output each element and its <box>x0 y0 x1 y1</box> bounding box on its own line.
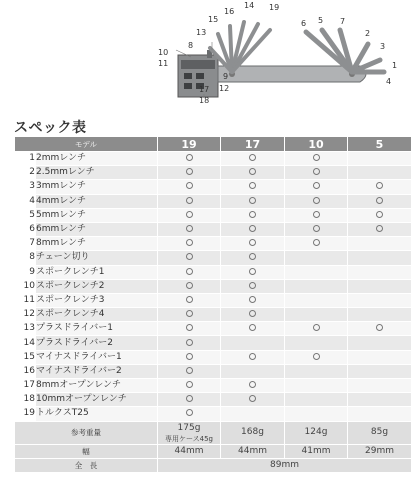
availability-cell <box>158 237 221 251</box>
circle-mark-icon <box>186 225 193 232</box>
availability-cell <box>348 393 412 407</box>
tool-name: 4mmレンチ <box>36 194 158 208</box>
circle-mark-icon <box>313 154 320 161</box>
circle-mark-icon <box>186 253 193 260</box>
circle-mark-icon <box>249 381 256 388</box>
tool-name: プラスドライバー2 <box>36 336 158 350</box>
availability-cell <box>221 180 285 194</box>
tool-name: プラスドライバー1 <box>36 322 158 336</box>
availability-cell <box>348 237 412 251</box>
table-row <box>15 336 412 350</box>
model-header: 5 <box>348 137 412 152</box>
row-number: 1 <box>15 152 36 166</box>
availability-cell <box>348 194 412 208</box>
circle-mark-icon <box>186 211 193 218</box>
circle-mark-icon <box>313 353 320 360</box>
tool-name: スポークレンチ1 <box>36 265 158 279</box>
tool-name: スポークレンチ3 <box>36 293 158 307</box>
availability-cell <box>158 279 221 293</box>
availability-cell <box>221 379 285 393</box>
table-row <box>15 407 412 421</box>
model-header: 17 <box>221 137 285 152</box>
availability-cell <box>285 265 348 279</box>
table-row <box>15 237 412 251</box>
availability-cell <box>221 152 285 166</box>
callout-label: 19 <box>269 3 280 12</box>
circle-mark-icon <box>186 197 193 204</box>
circle-mark-icon <box>186 353 193 360</box>
circle-mark-icon <box>186 239 193 246</box>
availability-cell <box>348 166 412 180</box>
table-row <box>15 350 412 364</box>
row-number: 15 <box>15 350 36 364</box>
callout-label: 2 <box>365 29 371 38</box>
callout-label: 10 <box>158 48 169 57</box>
circle-mark-icon <box>249 310 256 317</box>
tool-name: 8mmレンチ <box>36 237 158 251</box>
circle-mark-icon <box>186 339 193 346</box>
weight-note: 専用ケース45g <box>164 434 213 443</box>
availability-cell <box>348 208 412 222</box>
weight-value <box>158 421 221 444</box>
availability-cell <box>348 222 412 236</box>
availability-cell <box>221 293 285 307</box>
availability-cell <box>285 364 348 378</box>
circle-mark-icon <box>376 182 383 189</box>
availability-cell <box>221 194 285 208</box>
availability-cell <box>285 293 348 307</box>
availability-cell <box>221 407 285 421</box>
callout-label: 7 <box>340 17 346 26</box>
circle-mark-icon <box>313 239 320 246</box>
table-row <box>15 251 412 265</box>
row-number: 9 <box>15 265 36 279</box>
availability-cell <box>285 237 348 251</box>
row-number: 11 <box>15 293 36 307</box>
circle-mark-icon <box>186 282 193 289</box>
width-value: 44mm <box>221 444 285 458</box>
tool-name: マイナスドライバー2 <box>36 364 158 378</box>
circle-mark-icon <box>249 253 256 260</box>
circle-mark-icon <box>376 211 383 218</box>
availability-cell <box>348 279 412 293</box>
table-row <box>15 279 412 293</box>
row-number: 18 <box>15 393 36 407</box>
callout-label: 16 <box>224 7 235 16</box>
callout-label: 6 <box>301 19 307 28</box>
availability-cell <box>158 293 221 307</box>
availability-cell <box>348 308 412 322</box>
callout-label: 4 <box>386 77 392 86</box>
circle-mark-icon <box>186 268 193 275</box>
tool-name: 5mmレンチ <box>36 208 158 222</box>
callout-label: 14 <box>244 1 255 10</box>
circle-mark-icon <box>186 310 193 317</box>
row-number: 2 <box>15 166 36 180</box>
availability-cell <box>285 152 348 166</box>
width-label: 幅 <box>15 444 158 458</box>
circle-mark-icon <box>249 197 256 204</box>
row-number: 19 <box>15 407 36 421</box>
width-value: 41mm <box>285 444 348 458</box>
model-header: 10 <box>285 137 348 152</box>
circle-mark-icon <box>186 409 193 416</box>
availability-cell <box>221 393 285 407</box>
availability-cell <box>221 237 285 251</box>
circle-mark-icon <box>249 282 256 289</box>
row-number: 5 <box>15 208 36 222</box>
tool-name: スポークレンチ2 <box>36 279 158 293</box>
circle-mark-icon <box>313 225 320 232</box>
spec-table-title: スペック表 <box>14 120 87 136</box>
tool-name: 2.5mmレンチ <box>36 166 158 180</box>
table-row <box>15 194 412 208</box>
tool-name: 2mmレンチ <box>36 152 158 166</box>
weight-value: 124g <box>285 421 348 444</box>
availability-cell <box>221 251 285 265</box>
availability-cell <box>285 379 348 393</box>
weight-value: 85g <box>348 421 412 444</box>
availability-cell <box>285 166 348 180</box>
circle-mark-icon <box>249 225 256 232</box>
callout-label: 18 <box>199 96 210 105</box>
availability-cell <box>221 364 285 378</box>
row-number: 12 <box>15 308 36 322</box>
circle-mark-icon <box>249 182 256 189</box>
circle-mark-icon <box>313 211 320 218</box>
row-number: 7 <box>15 237 36 251</box>
availability-cell <box>348 180 412 194</box>
model-header: 19 <box>158 137 221 152</box>
circle-mark-icon <box>186 154 193 161</box>
availability-cell <box>348 350 412 364</box>
width-value: 44mm <box>158 444 221 458</box>
tool-name: マイナスドライバー1 <box>36 350 158 364</box>
circle-mark-icon <box>186 395 193 402</box>
availability-cell <box>158 222 221 236</box>
callout-label: 17 <box>199 85 210 94</box>
availability-cell <box>348 152 412 166</box>
row-number: 8 <box>15 251 36 265</box>
availability-cell <box>158 407 221 421</box>
availability-cell <box>285 180 348 194</box>
availability-cell <box>348 364 412 378</box>
table-row <box>15 308 412 322</box>
circle-mark-icon <box>249 324 256 331</box>
availability-cell <box>221 350 285 364</box>
availability-cell <box>285 393 348 407</box>
availability-cell <box>221 308 285 322</box>
circle-mark-icon <box>186 324 193 331</box>
tool-name: トルクスT25 <box>36 407 158 421</box>
availability-cell <box>285 322 348 336</box>
width-value: 29mm <box>348 444 412 458</box>
circle-mark-icon <box>249 296 256 303</box>
length-value: 89mm <box>158 458 412 472</box>
table-row <box>15 152 412 166</box>
table-row <box>15 393 412 407</box>
callout-label: 5 <box>318 16 324 25</box>
availability-cell <box>158 180 221 194</box>
width-row <box>15 444 412 458</box>
availability-cell <box>285 407 348 421</box>
availability-cell <box>158 251 221 265</box>
table-row <box>15 222 412 236</box>
circle-mark-icon <box>186 296 193 303</box>
row-number: 3 <box>15 180 36 194</box>
availability-cell <box>158 364 221 378</box>
callout-label: 9 <box>223 72 229 81</box>
availability-cell <box>348 293 412 307</box>
availability-cell <box>285 350 348 364</box>
availability-cell <box>348 379 412 393</box>
length-row <box>15 458 412 472</box>
availability-cell <box>158 152 221 166</box>
availability-cell <box>158 208 221 222</box>
availability-cell <box>285 251 348 265</box>
availability-cell <box>158 194 221 208</box>
row-number: 16 <box>15 364 36 378</box>
availability-cell <box>158 379 221 393</box>
availability-cell <box>285 222 348 236</box>
availability-cell <box>221 166 285 180</box>
availability-cell <box>221 222 285 236</box>
tool-name: 3mmレンチ <box>36 180 158 194</box>
callout-label: 13 <box>196 28 207 37</box>
callout-label: 3 <box>380 42 386 51</box>
availability-cell <box>285 194 348 208</box>
circle-mark-icon <box>249 353 256 360</box>
callout-label: 11 <box>158 59 169 68</box>
availability-cell <box>158 336 221 350</box>
table-header-row <box>15 137 412 152</box>
tool-name: 6mmレンチ <box>36 222 158 236</box>
availability-cell <box>158 350 221 364</box>
circle-mark-icon <box>186 182 193 189</box>
circle-mark-icon <box>249 154 256 161</box>
spec-table <box>14 136 412 473</box>
availability-cell <box>348 322 412 336</box>
circle-mark-icon <box>376 324 383 331</box>
tool-name: スポークレンチ4 <box>36 308 158 322</box>
spec-table-body <box>15 152 412 422</box>
circle-mark-icon <box>186 168 193 175</box>
availability-cell <box>158 308 221 322</box>
availability-cell <box>348 336 412 350</box>
table-row <box>15 364 412 378</box>
row-number: 4 <box>15 194 36 208</box>
multi-tool-illustration <box>0 0 420 112</box>
circle-mark-icon <box>313 182 320 189</box>
availability-cell <box>221 265 285 279</box>
table-row <box>15 379 412 393</box>
table-row <box>15 208 412 222</box>
availability-cell <box>221 322 285 336</box>
weight-value: 168g <box>221 421 285 444</box>
circle-mark-icon <box>376 225 383 232</box>
row-number: 17 <box>15 379 36 393</box>
callout-label: 1 <box>392 61 398 70</box>
weight-value-text: 175g <box>177 422 201 433</box>
table-row <box>15 293 412 307</box>
circle-mark-icon <box>313 168 320 175</box>
tool-name: チェーン切り <box>36 251 158 265</box>
row-number: 13 <box>15 322 36 336</box>
availability-cell <box>221 279 285 293</box>
circle-mark-icon <box>249 168 256 175</box>
length-label: 全 長 <box>15 458 158 472</box>
circle-mark-icon <box>249 395 256 402</box>
availability-cell <box>158 166 221 180</box>
availability-cell <box>348 407 412 421</box>
circle-mark-icon <box>249 239 256 246</box>
row-number: 14 <box>15 336 36 350</box>
circle-mark-icon <box>376 197 383 204</box>
availability-cell <box>285 279 348 293</box>
availability-cell <box>348 251 412 265</box>
availability-cell <box>285 208 348 222</box>
row-number: 6 <box>15 222 36 236</box>
availability-cell <box>158 393 221 407</box>
callout-label: 12 <box>219 84 230 93</box>
tool-name: 8mmオープンレンチ <box>36 379 158 393</box>
row-number: 10 <box>15 279 36 293</box>
circle-mark-icon <box>249 268 256 275</box>
table-row <box>15 166 412 180</box>
circle-mark-icon <box>186 367 193 374</box>
circle-mark-icon <box>186 381 193 388</box>
circle-mark-icon <box>313 324 320 331</box>
model-column-header: モデル <box>15 137 158 152</box>
table-row <box>15 265 412 279</box>
weight-label: 参考重量 <box>15 421 158 444</box>
tool-name: 10mmオープンレンチ <box>36 393 158 407</box>
table-row <box>15 322 412 336</box>
circle-mark-icon <box>249 211 256 218</box>
availability-cell <box>221 208 285 222</box>
availability-cell <box>285 336 348 350</box>
circle-mark-icon <box>313 197 320 204</box>
availability-cell <box>158 265 221 279</box>
availability-cell <box>221 336 285 350</box>
callout-label: 8 <box>188 41 194 50</box>
table-row <box>15 180 412 194</box>
callout-label: 15 <box>208 15 219 24</box>
availability-cell <box>348 265 412 279</box>
weight-row <box>15 421 412 444</box>
availability-cell <box>285 308 348 322</box>
availability-cell <box>158 322 221 336</box>
